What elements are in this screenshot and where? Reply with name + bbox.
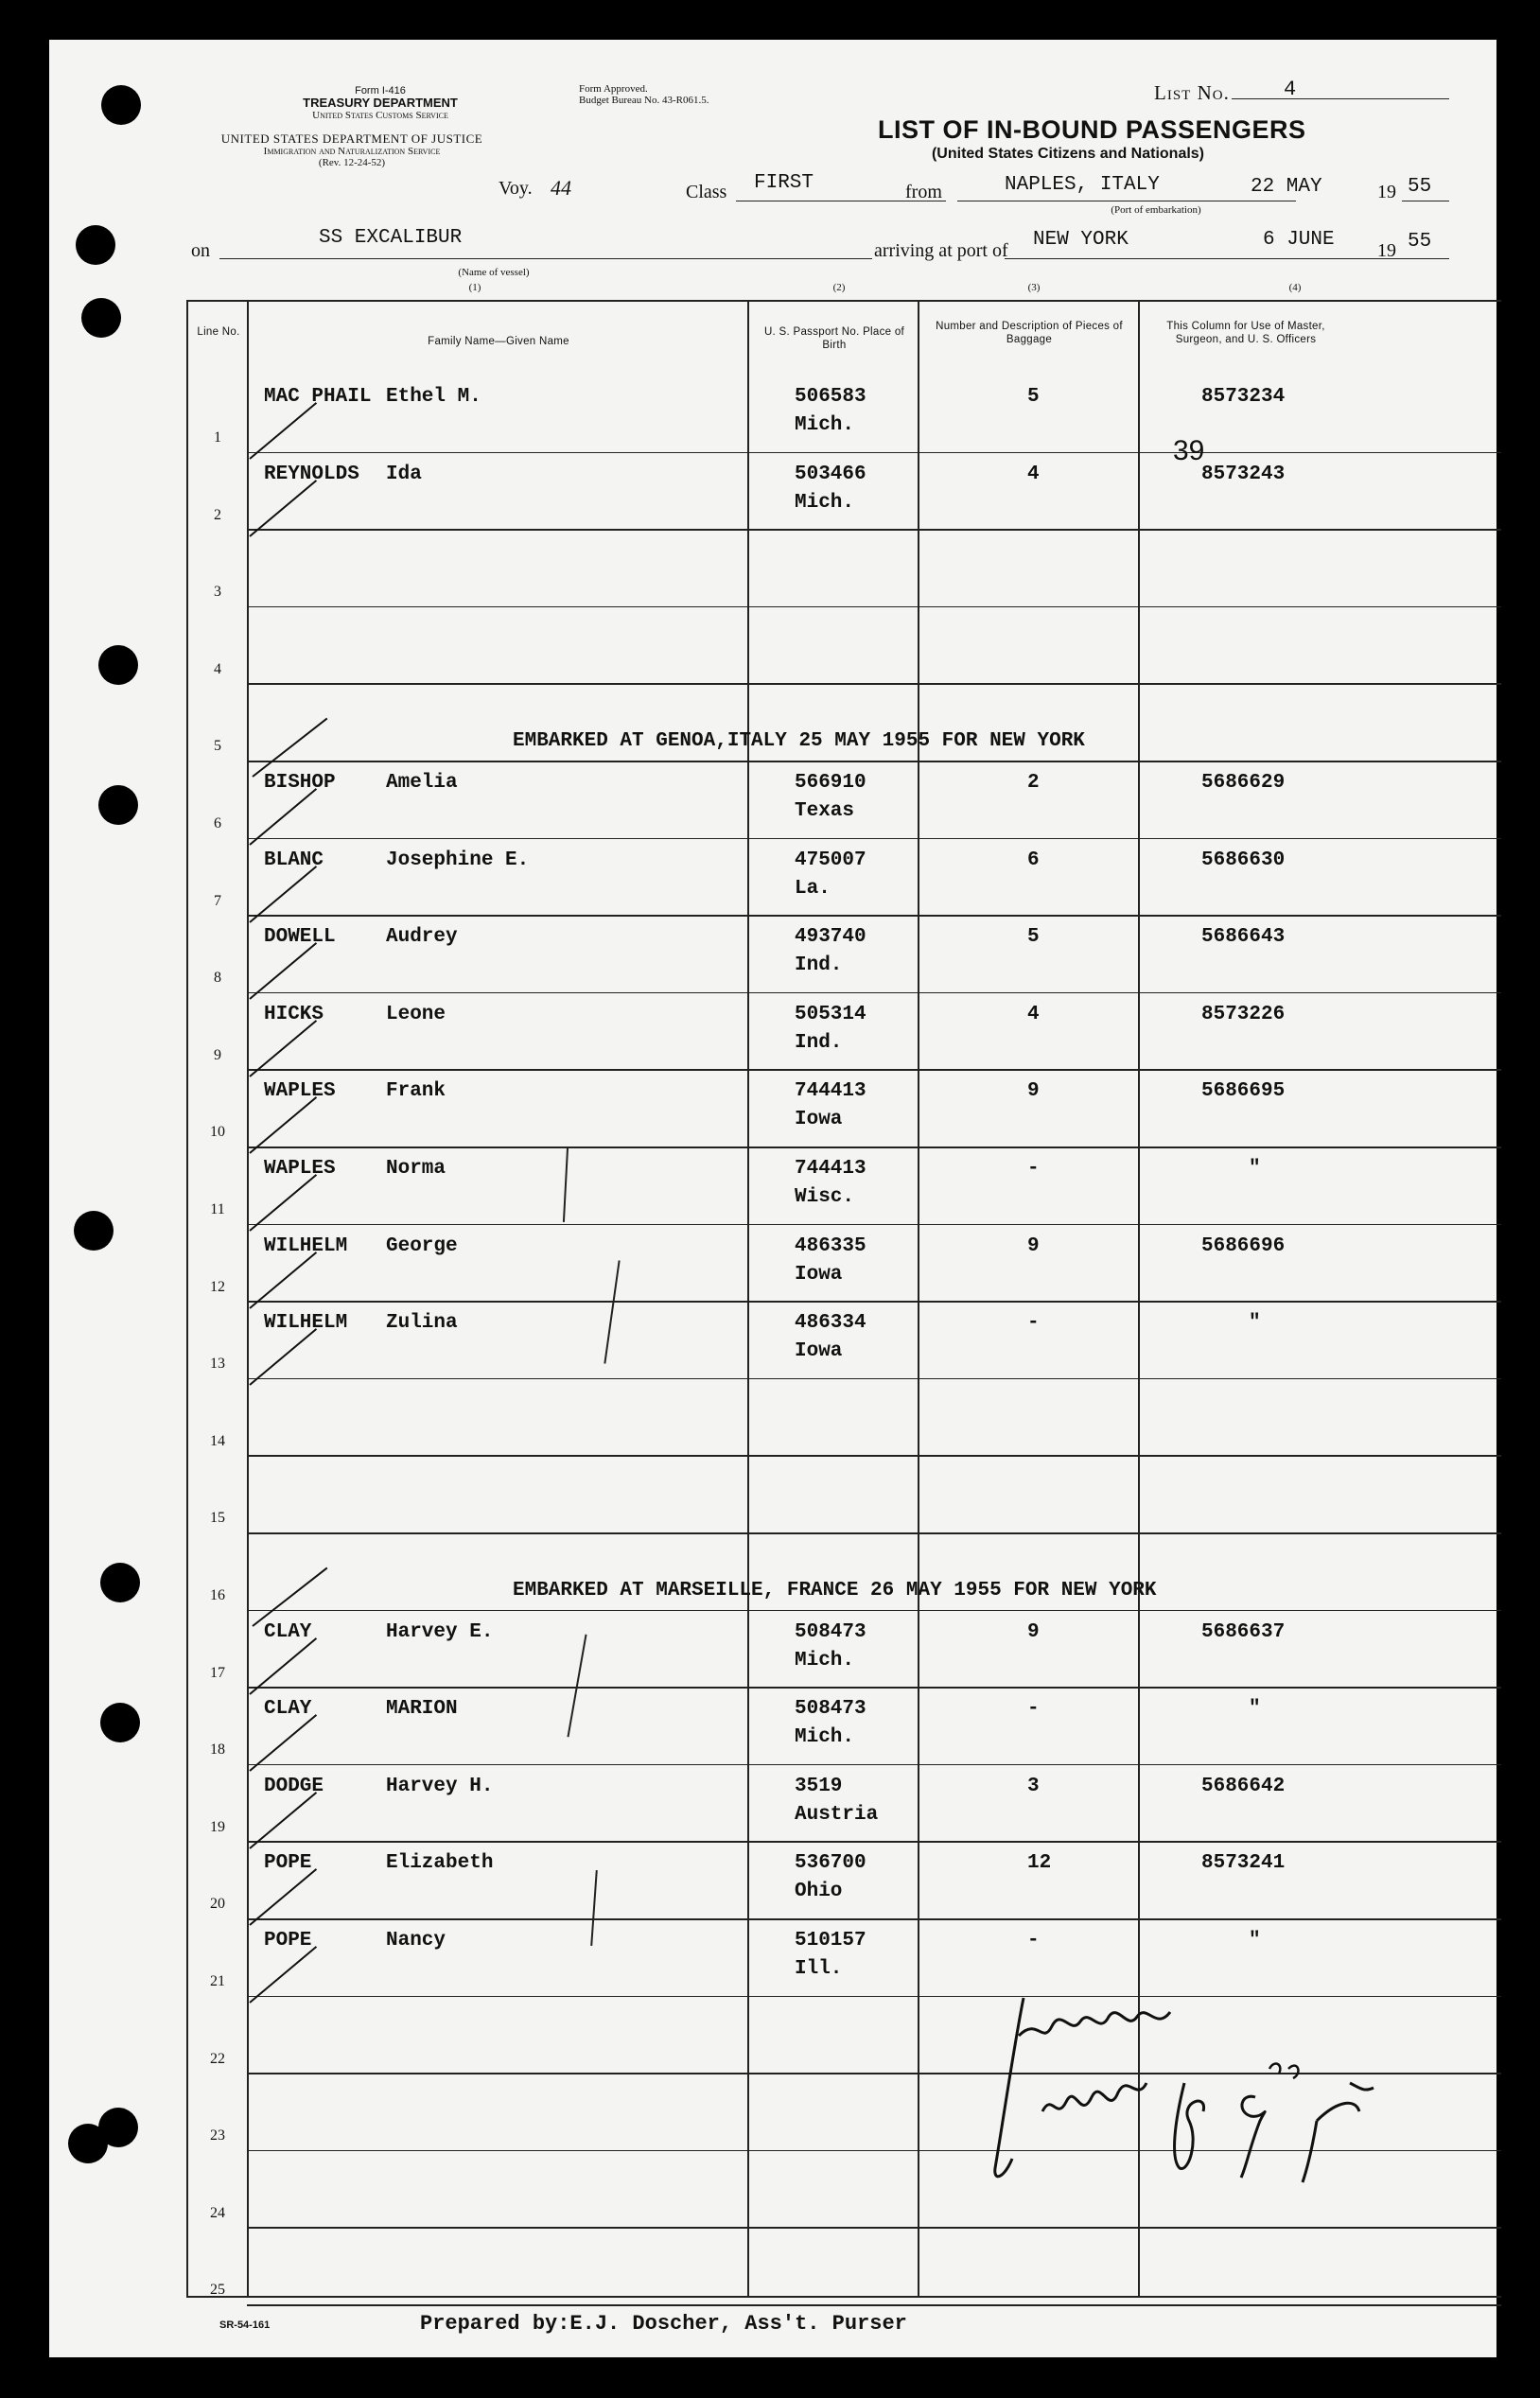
- dep-year-prefix: 19: [1377, 182, 1396, 202]
- pen-mark: [590, 1870, 598, 1946]
- list-no-value: 4: [1284, 78, 1297, 101]
- class-value: FIRST: [754, 172, 814, 194]
- row-line-number: 23: [210, 2127, 225, 2144]
- col-num-3: (3): [1027, 282, 1041, 293]
- punch-hole: [68, 2124, 108, 2163]
- row-line-number: 18: [210, 1742, 225, 1759]
- officer-entry: ": [1249, 1698, 1261, 1721]
- col-header-passport: U. S. Passport No. Place of Birth: [763, 326, 905, 351]
- arr-year-prefix: 19: [1377, 240, 1396, 261]
- passport-number: 493740: [795, 926, 866, 949]
- passport-number: 486334: [795, 1312, 866, 1335]
- prepared-by: Prepared by:E.J. Doscher, Ass't. Purser: [420, 2312, 907, 2336]
- row-line-number: 10: [210, 1124, 225, 1141]
- passport-number: 475007: [795, 849, 866, 871]
- col-num-2: (2): [832, 282, 846, 293]
- officer-signature: [986, 1979, 1478, 2225]
- row-divider: [247, 1918, 1501, 1920]
- row-line-number: 22: [210, 2050, 225, 2067]
- family-name: BLANC: [264, 849, 324, 871]
- passport-number: 508473: [795, 1620, 866, 1643]
- baggage-count: 6: [1027, 849, 1040, 871]
- row-line-number: 17: [210, 1664, 225, 1681]
- row-line-number: 14: [210, 1432, 225, 1449]
- given-name: George: [386, 1234, 458, 1257]
- baggage-count: 5: [1027, 926, 1040, 949]
- col-header-line: Line No.: [197, 326, 240, 338]
- officer-entry: ": [1249, 1930, 1261, 1952]
- arrival-port: NEW YORK: [1033, 229, 1129, 251]
- passport-number: 508473: [795, 1698, 866, 1721]
- pen-mark: [604, 1260, 620, 1363]
- departure-date: 22 MAY: [1251, 176, 1322, 198]
- punch-hole: [98, 645, 138, 685]
- given-name: Josephine E.: [386, 849, 530, 871]
- on-label: on: [191, 240, 210, 261]
- row-divider: [247, 1301, 1501, 1303]
- given-name: Leone: [386, 1003, 446, 1025]
- family-name: DOWELL: [264, 926, 336, 949]
- row-divider: [247, 915, 1501, 917]
- baggage-count: -: [1027, 1930, 1040, 1952]
- officer-entry: 8573241: [1201, 1852, 1286, 1875]
- row-divider: [247, 529, 1501, 531]
- row-divider: [247, 1764, 1501, 1766]
- form-revision: (Rev. 12-24-52): [318, 157, 386, 168]
- punch-hole: [98, 785, 138, 825]
- passport-number: 505314: [795, 1003, 866, 1025]
- given-name: Ida: [386, 463, 422, 485]
- row-divider: [247, 1378, 1501, 1380]
- place-of-birth: Texas: [795, 800, 855, 822]
- officer-entry: ": [1249, 1158, 1261, 1180]
- from-port: NAPLES, ITALY: [1005, 174, 1160, 196]
- place-of-birth: Iowa: [795, 1340, 843, 1363]
- arriving-label: arriving at port of: [874, 240, 1008, 261]
- given-name: Zulina: [386, 1312, 458, 1335]
- row-line-number: 15: [210, 1510, 225, 1527]
- form-number: Form I-416: [355, 85, 406, 96]
- row-line-number: 24: [210, 2204, 225, 2221]
- port-caption: (Port of embarkation): [1111, 204, 1201, 216]
- baggage-count: 3: [1027, 1775, 1040, 1797]
- justice-dept: UNITED STATES DEPARTMENT OF JUSTICE: [220, 131, 483, 146]
- given-name: Norma: [386, 1158, 446, 1180]
- family-name: WAPLES: [264, 1158, 336, 1180]
- row-divider: [247, 452, 1501, 454]
- place-of-birth: Ind.: [795, 954, 843, 977]
- row-line-number: 6: [214, 815, 221, 831]
- punch-hole: [101, 85, 141, 125]
- row-line-number: 4: [214, 660, 221, 677]
- form-code: SR-54-161: [219, 2319, 271, 2331]
- given-name: Amelia: [386, 772, 458, 794]
- col-num-4: (4): [1288, 282, 1302, 293]
- family-name: REYNOLDS: [264, 463, 359, 485]
- family-name: WAPLES: [264, 1080, 336, 1103]
- row-line-number: 20: [210, 1896, 225, 1913]
- customs-service: United States Customs Service: [312, 110, 448, 121]
- treasury-dept: TREASURY DEPARTMENT: [303, 96, 458, 110]
- passport-number: 503466: [795, 463, 866, 485]
- voy-label: Voy.: [499, 178, 533, 199]
- arrival-date: 6 JUNE: [1263, 229, 1335, 251]
- baggage-count: 12: [1027, 1852, 1052, 1875]
- family-name: HICKS: [264, 1003, 324, 1025]
- handwritten-count: 39: [1173, 435, 1205, 466]
- baggage-count: 2: [1027, 772, 1040, 794]
- arrival-year: 55: [1408, 231, 1432, 253]
- passport-number: 506583: [795, 386, 866, 408]
- row-divider: [247, 606, 1501, 608]
- row-line-number: 11: [210, 1201, 225, 1217]
- row-divider: [247, 838, 1501, 840]
- family-name: WILHELM: [264, 1234, 348, 1257]
- row-divider: [247, 1069, 1501, 1071]
- given-name: Harvey H.: [386, 1775, 494, 1797]
- baggage-count: 5: [1027, 386, 1040, 408]
- row-line-number: 5: [214, 738, 221, 755]
- row-divider: [247, 1146, 1501, 1148]
- family-name: MAC PHAIL: [264, 386, 372, 408]
- passport-number: 744413: [795, 1158, 866, 1180]
- family-name: POPE: [264, 1852, 312, 1875]
- class-label: Class: [686, 182, 727, 202]
- officer-entry: 8573234: [1201, 386, 1286, 408]
- col-header-officers: This Column for Use of Master, Surgeon, and U. S. Officers: [1166, 321, 1325, 345]
- embarkation-heading: EMBARKED AT GENOA,ITALY 25 MAY 1955 FOR NEW YORK: [513, 730, 1085, 753]
- row-divider: [247, 2304, 1501, 2306]
- officer-entry: 5686643: [1201, 926, 1286, 949]
- officer-entry: 5686695: [1201, 1080, 1286, 1103]
- vessel-name: SS EXCALIBUR: [319, 227, 463, 249]
- passport-number: 510157: [795, 1930, 866, 1952]
- officer-entry: 5686642: [1201, 1775, 1286, 1797]
- passport-number: 744413: [795, 1080, 866, 1103]
- row-line-number: 19: [210, 1818, 225, 1835]
- officer-entry: 5686696: [1201, 1234, 1286, 1257]
- baggage-count: -: [1027, 1698, 1040, 1721]
- place-of-birth: La.: [795, 877, 831, 900]
- row-divider: [247, 1841, 1501, 1843]
- page-subtitle: (United States Citizens and Nationals): [931, 146, 1205, 162]
- officer-entry: 5686637: [1201, 1620, 1286, 1643]
- place-of-birth: Iowa: [795, 1109, 843, 1131]
- family-name: POPE: [264, 1930, 312, 1952]
- departure-year: 55: [1408, 176, 1432, 198]
- given-name: Frank: [386, 1080, 446, 1103]
- place-of-birth: Ill.: [795, 1958, 843, 1980]
- place-of-birth: Mich.: [795, 1649, 855, 1672]
- row-line-number: 7: [214, 892, 221, 909]
- check-mark: [252, 718, 327, 778]
- given-name: Audrey: [386, 926, 458, 949]
- officer-entry: 8573243: [1201, 463, 1286, 485]
- place-of-birth: Wisc.: [795, 1186, 855, 1208]
- row-divider: [247, 1532, 1501, 1534]
- baggage-count: 9: [1027, 1080, 1040, 1103]
- family-name: BISHOP: [264, 772, 336, 794]
- passport-number: 536700: [795, 1852, 866, 1875]
- row-line-number: 2: [214, 506, 221, 523]
- family-name: DODGE: [264, 1775, 324, 1797]
- from-label: from: [905, 182, 942, 202]
- given-name: Harvey E.: [386, 1620, 494, 1643]
- row-line-number: 9: [214, 1046, 221, 1063]
- punch-hole: [76, 225, 115, 265]
- page-title: LIST OF IN-BOUND PASSENGERS: [878, 115, 1306, 144]
- row-line-number: 8: [214, 970, 221, 987]
- vessel-caption: (Name of vessel): [458, 267, 530, 278]
- baggage-count: 9: [1027, 1234, 1040, 1257]
- check-mark: [252, 1567, 327, 1627]
- budget-bureau: Budget Bureau No. 43-R061.5.: [579, 95, 709, 106]
- row-line-number: 3: [214, 584, 221, 601]
- officer-entry: 5686630: [1201, 849, 1286, 871]
- place-of-birth: Austria: [795, 1803, 879, 1826]
- baggage-count: -: [1027, 1312, 1040, 1335]
- passport-number: 3519: [795, 1775, 843, 1797]
- given-name: Ethel M.: [386, 386, 481, 408]
- row-divider: [247, 1224, 1501, 1226]
- officer-entry: 5686629: [1201, 772, 1286, 794]
- row-line-number: 16: [210, 1587, 225, 1603]
- family-name: CLAY: [264, 1698, 312, 1721]
- baggage-count: 9: [1027, 1620, 1040, 1643]
- baggage-count: -: [1027, 1158, 1040, 1180]
- baggage-count: 4: [1027, 463, 1040, 485]
- passport-number: 486335: [795, 1234, 866, 1257]
- punch-hole: [100, 1703, 140, 1742]
- ins-service: Immigration and Naturalization Service: [263, 146, 441, 157]
- row-divider: [247, 2227, 1501, 2229]
- punch-hole: [81, 298, 121, 338]
- family-name: CLAY: [264, 1620, 312, 1643]
- row-line-number: 21: [210, 1973, 225, 1989]
- given-name: Elizabeth: [386, 1852, 494, 1875]
- officer-entry: ": [1249, 1312, 1261, 1335]
- form-page: [49, 40, 1496, 2357]
- col-header-name: Family Name—Given Name: [428, 336, 569, 347]
- row-divider: [247, 1455, 1501, 1457]
- passport-number: 566910: [795, 772, 866, 794]
- embarkation-heading: EMBARKED AT MARSEILLE, FRANCE 26 MAY 1955 FOR NEW YORK: [513, 1580, 1157, 1602]
- family-name: WILHELM: [264, 1312, 348, 1335]
- officer-entry: 8573226: [1201, 1003, 1286, 1025]
- row-line-number: 25: [210, 2282, 225, 2299]
- row-line-number: 1: [214, 429, 221, 446]
- voy-value: 44: [551, 176, 571, 200]
- baggage-count: 4: [1027, 1003, 1040, 1025]
- given-name: MARION: [386, 1698, 458, 1721]
- pen-mark: [563, 1146, 569, 1222]
- given-name: Nancy: [386, 1930, 446, 1952]
- place-of-birth: Mich.: [795, 491, 855, 514]
- row-divider: [247, 683, 1501, 685]
- place-of-birth: Ohio: [795, 1881, 843, 1903]
- row-line-number: 13: [210, 1356, 225, 1373]
- form-approved: Form Approved.: [579, 83, 648, 95]
- row-divider: [247, 1687, 1501, 1689]
- place-of-birth: Mich.: [795, 414, 855, 436]
- col-num-1: (1): [468, 282, 481, 293]
- row-line-number: 12: [210, 1278, 225, 1295]
- list-no-label: List No.: [1154, 81, 1230, 104]
- punch-hole: [74, 1211, 114, 1251]
- punch-hole: [100, 1563, 140, 1602]
- row-divider: [247, 1610, 1501, 1612]
- row-divider: [247, 761, 1501, 762]
- pen-mark: [567, 1635, 586, 1738]
- place-of-birth: Iowa: [795, 1263, 843, 1286]
- place-of-birth: Mich.: [795, 1726, 855, 1749]
- col-header-baggage: Number and Description of Pieces of Baggage: [936, 321, 1123, 345]
- place-of-birth: Ind.: [795, 1031, 843, 1054]
- row-divider: [247, 992, 1501, 994]
